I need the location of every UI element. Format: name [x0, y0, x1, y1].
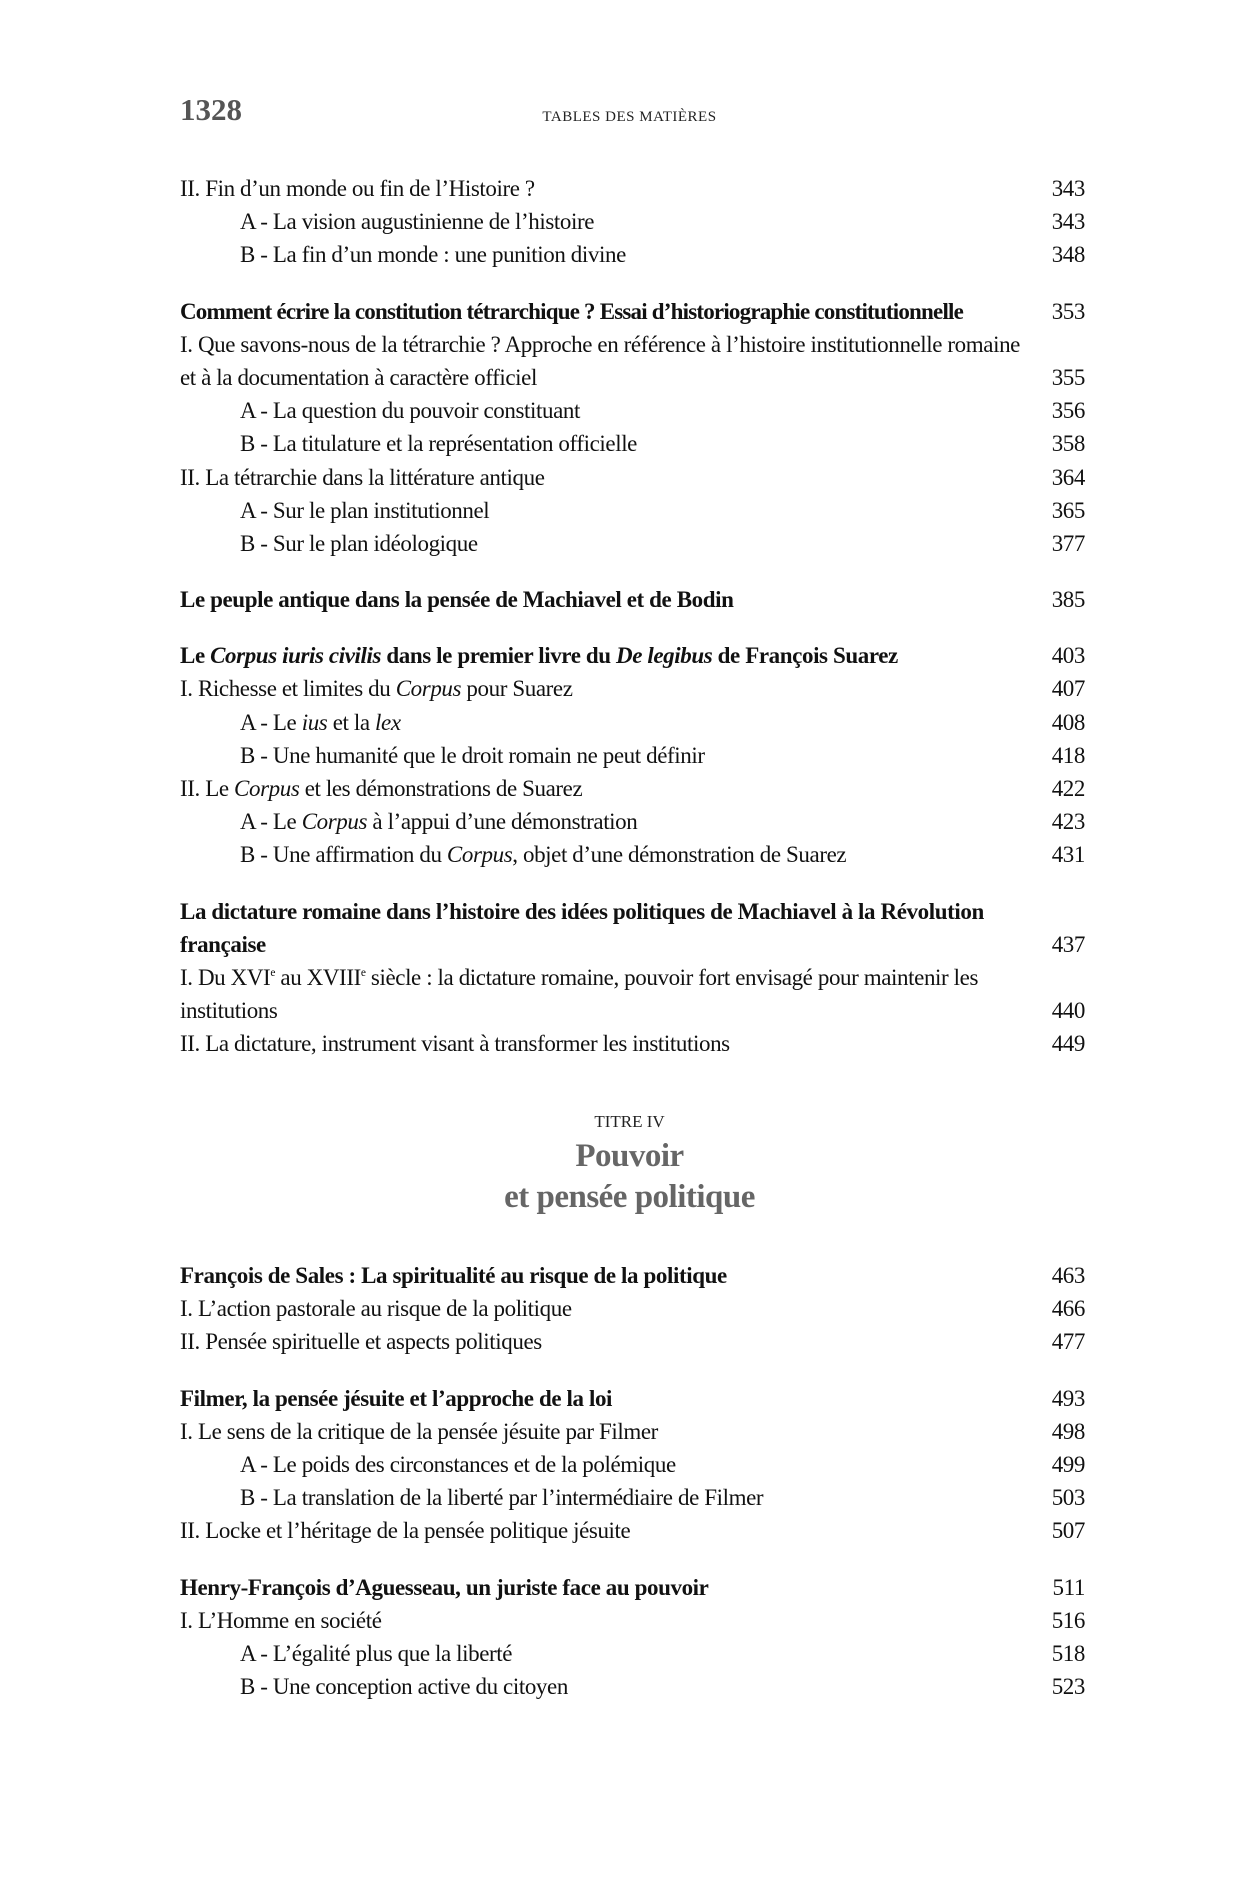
- entry-text: II. Locke et l’héritage de la pensée politique jésuite: [180, 1518, 631, 1544]
- toc-entry: [180, 772, 1085, 805]
- entry-page: 440: [1051, 998, 1085, 1024]
- article-title: Le Corpus iuris civilis dans le premier livre du De legibus de François Suarez: [180, 643, 898, 669]
- entry-text: II. Pensée spirituelle et aspects politiques: [180, 1329, 542, 1355]
- entry-text: B - La fin d’un monde : une punition divine: [240, 242, 626, 268]
- article-title: Henry-François d’Aguesseau, un juriste face au pouvoir: [180, 1574, 709, 1600]
- toc-upper: [180, 172, 1085, 1061]
- article-title: Filmer, la pensée jésuite et l’approche de la loi: [180, 1385, 613, 1411]
- entry-page: 523: [1051, 1674, 1085, 1700]
- titre-heading-line2: et pensée politique: [504, 1179, 755, 1215]
- entry-text: A - La vision augustinienne de l’histoire: [240, 209, 595, 235]
- entry-text: II. La tétrarchie dans la littérature antique: [180, 464, 545, 490]
- entry-page: 358: [1051, 431, 1085, 457]
- toc-entry: [180, 1448, 1085, 1481]
- toc-entry: [180, 1415, 1085, 1448]
- article-title: La dictature romaine dans l’histoire des idées politiques de Machiavel à la Révolution française: [180, 898, 984, 957]
- article-heading: [180, 295, 1085, 328]
- toc-entry: [180, 205, 1085, 238]
- entry-page: 343: [1051, 209, 1085, 235]
- entry-page: 364: [1051, 464, 1085, 490]
- toc-entry: [180, 1325, 1085, 1358]
- entry-page: 507: [1051, 1518, 1085, 1544]
- entry-page: 407: [1051, 676, 1085, 702]
- toc-entry: [180, 805, 1085, 838]
- article-page: 511: [1052, 1574, 1085, 1600]
- article-title: Comment écrire la constitution tétrarchique ? Essai d’historiographie constitutionnelle: [180, 298, 964, 324]
- toc-entry: [180, 172, 1085, 205]
- entry-text: B - Sur le plan idéologique: [240, 530, 478, 556]
- entry-text: B - Une humanité que le droit romain ne peut définir: [240, 742, 705, 768]
- article-title: Le peuple antique dans la pensée de Machiavel et de Bodin: [180, 587, 734, 613]
- article-page: 437: [1051, 931, 1085, 957]
- entry-text: II. Le Corpus et les démonstrations de Suarez: [180, 776, 583, 802]
- entry-text: I. Richesse et limites du Corpus pour Suarez: [180, 676, 573, 702]
- titre-label: TITRE IV: [594, 1112, 665, 1131]
- article-heading: [180, 639, 1085, 672]
- entry-text: A - Le Corpus à l’appui d’une démonstration: [240, 809, 638, 835]
- article-page: 385: [1051, 587, 1085, 613]
- toc-entry: [180, 1670, 1085, 1703]
- entry-page: 466: [1051, 1296, 1085, 1322]
- toc-entry: [180, 1027, 1085, 1060]
- entry-text: A - Le ius et la lex: [240, 709, 401, 735]
- article-heading: [180, 1382, 1085, 1415]
- entry-page: 516: [1051, 1607, 1085, 1633]
- entry-page: 355: [1051, 364, 1085, 390]
- entry-text: A - Le poids des circonstances et de la polémique: [240, 1451, 676, 1477]
- toc-entry: [180, 394, 1085, 427]
- entry-page: 418: [1051, 742, 1085, 768]
- entry-page: 499: [1051, 1451, 1085, 1477]
- entry-text: II. Fin d’un monde ou fin de l’Histoire ?: [180, 176, 535, 201]
- page-number: 1328: [180, 92, 242, 127]
- toc-entry: [180, 672, 1085, 705]
- entry-page: 377: [1051, 530, 1085, 556]
- entry-page: 365: [1051, 497, 1085, 523]
- article-page: 353: [1051, 298, 1085, 324]
- entry-text: II. La dictature, instrument visant à transformer les institutions: [180, 1031, 730, 1057]
- toc-entry: [180, 1604, 1085, 1637]
- entry-text: I. Le sens de la critique de la pensée jésuite par Filmer: [180, 1418, 658, 1444]
- article-title: François de Sales : La spiritualité au risque de la politique: [180, 1263, 727, 1288]
- entry-text: B - La translation de la liberté par l’intermédiaire de Filmer: [240, 1485, 764, 1511]
- running-head: TABLES DES MATIÈRES: [542, 109, 717, 125]
- entry-page: 408: [1051, 709, 1085, 735]
- entry-text: A - Sur le plan institutionnel: [240, 497, 490, 523]
- toc-entry: [180, 706, 1085, 739]
- article-heading: [180, 583, 1085, 616]
- toc-entry: [180, 1637, 1085, 1670]
- article-page: 463: [1051, 1263, 1085, 1288]
- entry-page: 431: [1051, 842, 1085, 868]
- entry-page: 422: [1051, 776, 1085, 802]
- toc-entry: [180, 461, 1085, 494]
- entry-page: 498: [1051, 1418, 1085, 1444]
- entry-text: I. Que savons-nous de la tétrarchie ? Approche en référence à l’histoire institutionnelle romaine et à la documentation à caractère officiel: [180, 331, 1020, 390]
- entry-text: I. L’Homme en société: [180, 1607, 382, 1633]
- toc-entry: [180, 838, 1085, 871]
- entry-page: 348: [1051, 242, 1085, 268]
- article-page: 403: [1051, 643, 1085, 669]
- toc-entry: [180, 961, 1085, 1027]
- entry-page: 449: [1051, 1031, 1085, 1057]
- article-heading: [180, 1571, 1085, 1604]
- article-page: 493: [1051, 1385, 1085, 1411]
- toc-entry: [180, 427, 1085, 460]
- toc-entry: [180, 1514, 1085, 1547]
- entry-text: A - La question du pouvoir constituant: [240, 398, 580, 424]
- toc-entry: [180, 1481, 1085, 1514]
- titre-heading: [0, 1136, 1259, 1218]
- entry-page: 503: [1051, 1485, 1085, 1511]
- titre-heading-line1: Pouvoir: [575, 1138, 684, 1174]
- toc-lower: [180, 1259, 1085, 1703]
- article-heading: [180, 1259, 1085, 1292]
- toc-entry: [180, 494, 1085, 527]
- toc-entry: [180, 238, 1085, 271]
- entry-text: B - Une affirmation du Corpus, objet d’une démonstration de Suarez: [240, 842, 847, 868]
- toc-entry: [180, 739, 1085, 772]
- entry-text: B - Une conception active du citoyen: [240, 1674, 568, 1700]
- entry-page: 477: [1051, 1329, 1085, 1355]
- toc-entry: [180, 527, 1085, 560]
- entry-text: I. L’action pastorale au risque de la politique: [180, 1296, 572, 1322]
- entry-page: 423: [1051, 809, 1085, 835]
- toc-entry: [180, 328, 1085, 394]
- entry-page: 343: [1051, 176, 1085, 201]
- entry-text: I. Du XVIe au XVIIIe siècle : la dictature romaine, pouvoir fort envisagé pour maintenir les institutions: [180, 965, 978, 1024]
- entry-text: B - La titulature et la représentation officielle: [240, 431, 637, 457]
- entry-text: A - L’égalité plus que la liberté: [240, 1640, 513, 1666]
- toc-entry: [180, 1292, 1085, 1325]
- entry-page: 518: [1051, 1640, 1085, 1666]
- article-heading: [180, 895, 1085, 961]
- entry-page: 356: [1051, 398, 1085, 424]
